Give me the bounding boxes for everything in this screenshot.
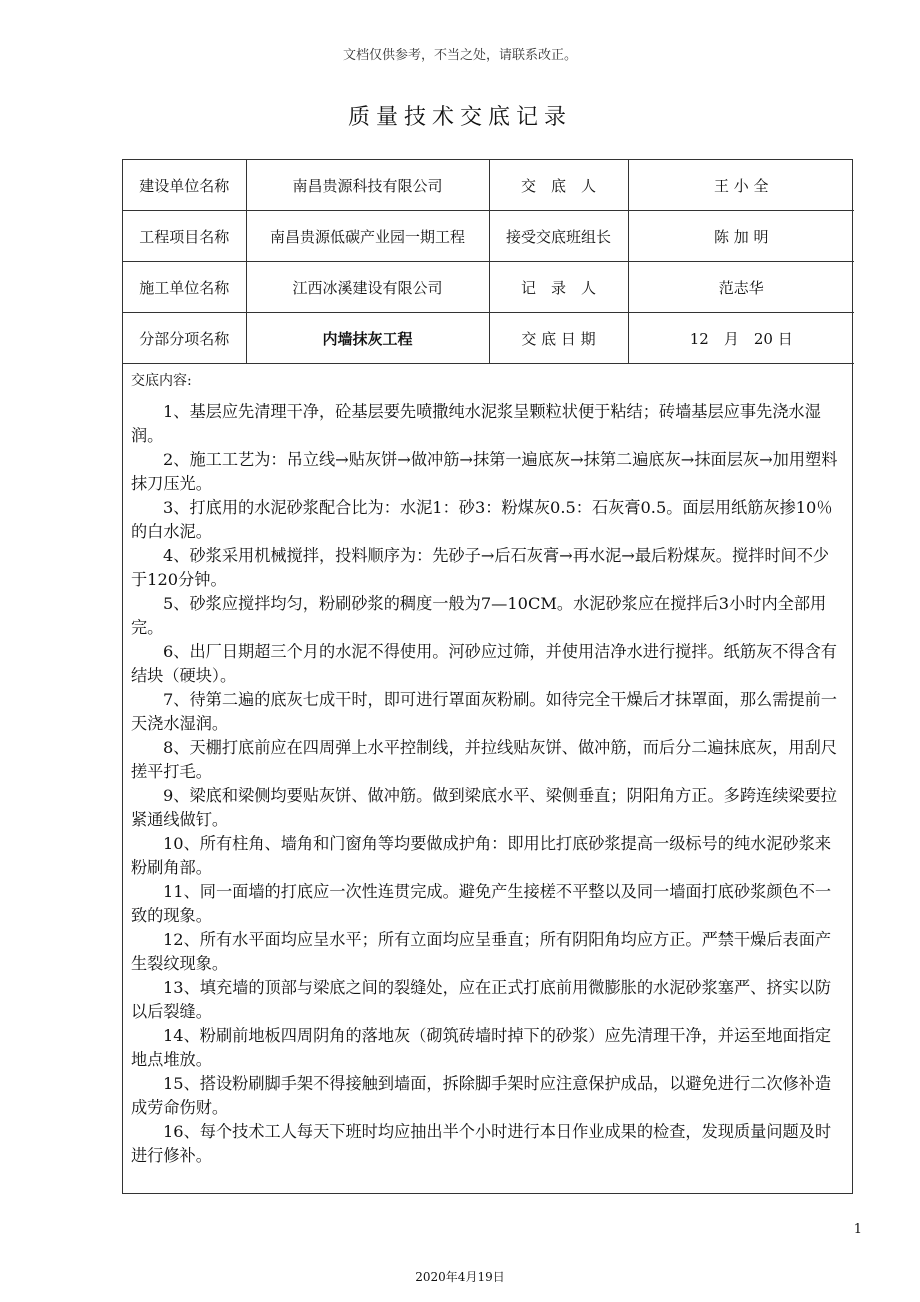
content-paragraph: 13、填充墙的顶部与梁底之间的裂缝处，应在正式打底前用微膨胀的水泥砂浆塞严、挤实以防以后裂缝。: [131, 978, 832, 1021]
table-row: [123, 313, 854, 364]
label-cell: 分部分项名称: [123, 313, 246, 364]
content-paragraph: 12、所有水平面均应呈水平；所有立面均应呈垂直；所有阴阳角均应方正。严禁干燥后表面产生裂纹现象。: [131, 930, 832, 973]
label-cell: 记 录 人: [489, 262, 628, 313]
content-label: 交底内容:: [131, 373, 192, 389]
value-cell: 陈 加 明: [628, 211, 854, 262]
content-paragraph: 1、基层应先清理干净，砼基层要先喷撒纯水泥浆呈颗粒状便于粘结；砖墙基层应事先浇水湿润。: [131, 402, 821, 445]
content-paragraph: 4、砂浆采用机械搅拌，投料顺序为：先砂子→后石灰膏→再水泥→最后粉煤灰。搅拌时间不少于120分钟。: [131, 546, 830, 589]
content-paragraph: 15、搭设粉刷脚手架不得接触到墙面，拆除脚手架时应注意保护成品，以避免进行二次修补造成劳命伤财。: [131, 1074, 832, 1117]
content-paragraph: 10、所有柱角、墙角和门窗角等均要做成护角：即用比打底砂浆提高一级标号的纯水泥砂浆来粉刷角部。: [131, 834, 832, 877]
label-cell: 工程项目名称: [123, 211, 246, 262]
project-name-cell: 内墙抹灰工程: [246, 313, 489, 364]
content-paragraph: 8、天棚打底前应在四周弹上水平控制线，并拉线贴灰饼、做冲筋，而后分二遍抹底灰，用刮尺搓平打毛。: [131, 738, 837, 781]
content-paragraph: 5、砂浆应搅拌均匀，粉刷砂浆的稠度一般为7—10CM。水泥砂浆应在搅拌后3小时内全部用完。: [131, 594, 827, 637]
content-paragraph: 14、粉刷前地板四周阴角的落地灰（砌筑砖墙时掉下的砂浆）应先清理干净，并运至地面指定地点堆放。: [131, 1026, 832, 1069]
content-paragraph: 16、每个技术工人每天下班时均应抽出半个小时进行本日作业成果的检查，发现质量问题及时进行修补。: [131, 1122, 832, 1165]
footer-date: 2020年4月19日: [415, 1270, 505, 1284]
label-cell: 施工单位名称: [123, 262, 246, 313]
value-cell: 南昌贵源科技有限公司: [246, 160, 489, 211]
table-row: [123, 262, 854, 313]
value-cell: 南昌贵源低碳产业园一期工程: [246, 211, 489, 262]
value-cell: 江西冰溪建设有限公司: [246, 262, 489, 313]
label-cell: 交 底 人: [489, 160, 628, 211]
record-table: [122, 159, 853, 1194]
info-table: [123, 160, 854, 364]
content-paragraph: 2、施工工艺为：吊立线→贴灰饼→做冲筋→抹第一遍底灰→抹第二遍底灰→抹面层灰→加用塑料抹刀压光。: [131, 450, 838, 493]
content-paragraph: 3、打底用的水泥砂浆配合比为：水泥1：砂3：粉煤灰0.5：石灰膏0.5。面层用纸筋灰掺10％的白水泥。: [131, 498, 833, 541]
content-paragraph: 7、待第二遍的底灰七成干时，即可进行罩面灰粉刷。如待完全干燥后才抹罩面，那么需提前一天浇水湿润。: [131, 690, 837, 733]
value-cell: 范志华: [628, 262, 854, 313]
header-note: 文档仅供参考，不当之处，请联系改正。: [342, 48, 577, 63]
table-row: [123, 211, 854, 262]
content-area: [123, 364, 852, 1168]
label-cell: 接受交底班组长: [489, 211, 628, 262]
document-title: 质量技术交底记录: [347, 105, 572, 130]
page-number: 1: [853, 1222, 862, 1237]
content-paragraph: 11、同一面墙的打底应一次性连贯完成。避免产生接槎不平整以及同一墙面打底砂浆颜色不一致的现象。: [131, 882, 832, 925]
value-cell: 王 小 全: [628, 160, 854, 211]
table-row: [123, 160, 854, 211]
value-cell: 12 月 20 日: [628, 313, 854, 364]
label-cell: 建设单位名称: [123, 160, 246, 211]
content-paragraph: 9、梁底和梁侧均要贴灰饼、做冲筋。做到梁底水平、梁侧垂直；阴阳角方正。多跨连续梁要拉紧通线做钉。: [131, 786, 837, 829]
label-cell: 交 底 日 期: [489, 313, 628, 364]
content-paragraph: 6、出厂日期超三个月的水泥不得使用。河砂应过筛，并使用洁净水进行搅拌。纸筋灰不得含有结块（硬块）。: [131, 642, 837, 685]
